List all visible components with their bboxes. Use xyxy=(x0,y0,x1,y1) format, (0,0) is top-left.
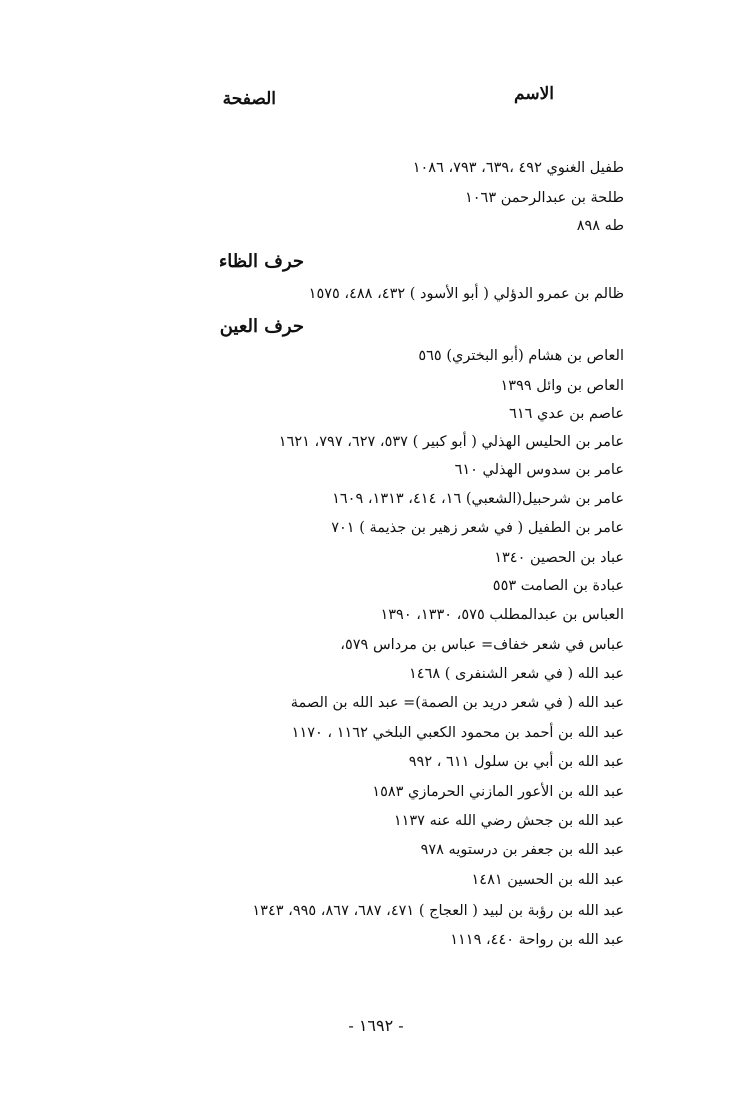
page-number: - ١٦٩٢ - xyxy=(348,1016,404,1035)
index-entry: ظالم بن عمرو الدؤلي ( أبو الأسود ) ٤٣٢، ٤٨٨، ١٥٧٥ xyxy=(308,286,624,302)
index-entry: طفيل الغنوي ٤٩٢ ،٦٣٩، ٧٩٣، ١٠٨٦ xyxy=(412,160,624,176)
index-entry: عبد الله بن أحمد بن محمود الكعبي البلخي ١١٦٢ ، ١١٧٠ xyxy=(291,725,624,741)
index-entry: عباس في شعر خفاف= عباس بن مرداس ٥٧٩، xyxy=(340,637,624,653)
section-heading: حرف العين xyxy=(219,316,304,337)
index-entry: عامر بن الحليس الهذلي ( أبو كبير ) ٥٣٧، ٦٢٧، ٧٩٧، ١٦٢١ xyxy=(278,434,624,450)
index-entry: عامر بن الطفيل ( في شعر زهير بن جذيمة ) ٧٠١ xyxy=(331,520,624,536)
index-entry: عبد الله بن رواحة ٤٤٠، ١١١٩ xyxy=(450,932,624,948)
index-entry: العاص بن هشام (أبو البختري) ٥٦٥ xyxy=(418,348,624,364)
column-header-name: الاسم xyxy=(514,84,554,104)
index-entry: العباس بن عبدالمطلب ٥٧٥، ١٣٣٠، ١٣٩٠ xyxy=(380,607,624,623)
index-entry: عاصم بن عدي ٦١٦ xyxy=(509,406,624,422)
index-entry: عبد الله بن جحش رضي الله عنه ١١٣٧ xyxy=(393,813,624,829)
index-entry: عامر بن شرحبيل(الشعبي) ١٦، ٤١٤، ١٣١٣، ١٦٠٩ xyxy=(332,491,624,507)
index-entry: عبد الله بن جعفر بن درستويه ٩٧٨ xyxy=(420,842,624,858)
index-entry: عبد الله ( في شعر الشنفرى ) ١٤٦٨ xyxy=(409,666,624,682)
index-entry: عبادة بن الصامت ٥٥٣ xyxy=(492,578,624,594)
index-entry: عبد الله ( في شعر دريد بن الصمة)= عبد الله بن الصمة xyxy=(290,695,624,711)
index-entry: عباد بن الحصين ١٣٤٠ xyxy=(494,550,624,566)
section-heading: حرف الظاء xyxy=(218,251,304,272)
index-entry: عامر بن سدوس الهذلي ٦١٠ xyxy=(454,462,624,478)
index-entry: عبد الله بن الأعور المازني الحرمازي ١٥٨٣ xyxy=(372,784,624,800)
index-entry: عبد الله بن رؤبة بن لبيد ( العجاج ) ٤٧١، ٦٨٧، ٨٦٧، ٩٩٥، ١٣٤٣ xyxy=(252,903,624,919)
index-entry: عبد الله بن الحسين ١٤٨١ xyxy=(471,872,624,888)
index-entry: عبد الله بن أبي بن سلول ٦١١ ، ٩٩٢ xyxy=(408,754,624,770)
index-entry: طلحة بن عبدالرحمن ١٠٦٣ xyxy=(464,190,624,206)
index-entry: العاص بن وائل ١٣٩٩ xyxy=(500,378,624,394)
column-header-page: الصفحة xyxy=(222,89,276,109)
index-entry: طه ٨٩٨ xyxy=(576,218,624,234)
